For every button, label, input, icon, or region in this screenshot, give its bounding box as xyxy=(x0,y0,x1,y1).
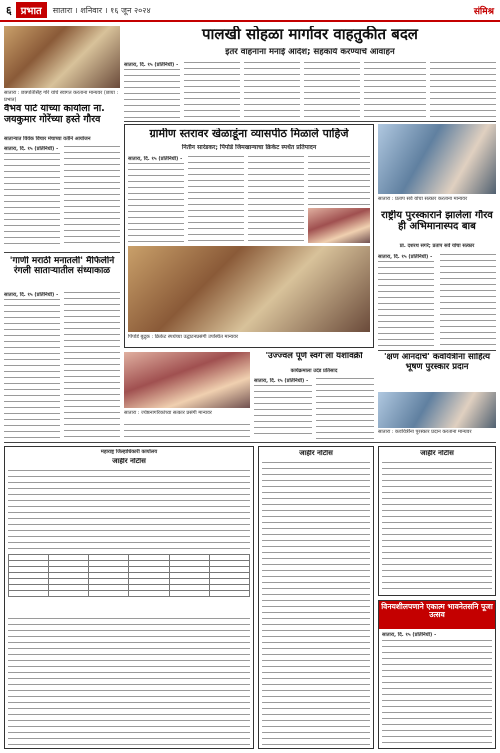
top-banner-subheadline: इतर वाहनांना मनाई आदेश; सहकार्य करण्याचे आवाहन xyxy=(225,48,395,57)
left-story-dateline: सातारा, दि. १५ (प्रतिनिधी) - xyxy=(4,146,59,152)
left-story-body-col1 xyxy=(4,153,60,248)
right-story-dateline: सातारा, दि. १५ (प्रतिनिधी) - xyxy=(378,254,433,260)
notice-right-body xyxy=(382,462,492,592)
middle-story-subheadline: नितीन सारंडकर; पिंपोडे जिमखान्याचा क्रिकेट स्पर्धेत प्रतिपादन xyxy=(181,144,317,151)
right-story-body-col2 xyxy=(440,254,496,348)
side-news-body xyxy=(382,640,492,745)
top-banner-body-col2 xyxy=(184,62,240,119)
center-story2-photo xyxy=(124,352,250,408)
right-story2-headline: 'क्षण आनंदाचे' कवयित्रींना साहित्य भूषण पुरस्कार प्रदान xyxy=(383,353,491,372)
left-story2-body-col1 xyxy=(4,299,60,439)
right-story2-caption: सातारा : कवयित्रींना पुरस्कार प्रदान करताना मान्यवर xyxy=(378,429,472,435)
middle-story-body-col2 xyxy=(188,156,244,243)
right-story-body-col1 xyxy=(378,261,434,348)
left-story-subheadline: साताऱ्यात विवेक विचार मंचाच्या वतीने आयोजन xyxy=(4,136,91,142)
top-banner-body-col5 xyxy=(364,62,426,119)
section-name: संमिश्र xyxy=(473,6,494,17)
divider xyxy=(4,442,496,443)
left-story-caption: सातारा : छत्रपतिसिंह गोरे यांचे स्वागत करताना मान्यवर (छाया : प्रभात) xyxy=(4,90,119,102)
center-story2-caption: सातारा : ज्येष्ठनागरिकांच्या सत्कार प्रसंगी मान्यवर xyxy=(124,410,212,416)
notice-center-heading: जाहीर नोटीस xyxy=(299,450,333,457)
notice-left-title: महाराष्ट्र जिल्हाधिकारी कार्यालय xyxy=(100,449,158,455)
left-story2-body-col2 xyxy=(64,292,120,439)
left-story-headline: वैभव पाटे यांच्या कार्याला ना. जयकुमार गोरेंच्या हस्ते गौरव xyxy=(4,104,105,125)
middle-story-photo-small xyxy=(308,208,370,243)
divider xyxy=(124,121,496,122)
middle-story-photo xyxy=(128,246,370,332)
notice-right-heading: जाहीर नोटीस xyxy=(420,450,454,457)
top-banner-headline: पालखी सोहळा मार्गावर वाहतुकीत बदल xyxy=(202,26,418,43)
right-story-photo xyxy=(378,124,496,194)
issue-date: सातारा । शनिवार । १६ जून २०२४ xyxy=(52,5,151,15)
middle-story-dateline: सातारा, दि. १५ (प्रतिनिधी) - xyxy=(128,156,183,162)
center-story2-body-col3 xyxy=(124,424,250,439)
notice-left-body xyxy=(8,470,250,550)
left-story-photo xyxy=(4,26,120,88)
middle-story-body-col4 xyxy=(308,156,370,206)
center-story2-subheadline: कार्यक्रमाला उदंड प्रतिसाद xyxy=(290,368,338,374)
right-story-byline: प्रा. दशरथ सगरे; प्रताप सर्व यांचा सत्कार xyxy=(399,243,475,249)
side-news-dateline: सातारा, दि. १५ (प्रतिनिधी) - xyxy=(382,632,437,638)
center-story2-headline: 'उज्ज्वल पूर्ण स्वर्ग'ला यशावक्री xyxy=(265,352,363,361)
left-story2-headline: 'गाणी मराठी मनातली' मैफिलीने रंगली साताऱ्यातील संध्याकाळ xyxy=(9,256,115,277)
center-story2-body-col2 xyxy=(316,378,374,439)
notice-center-body xyxy=(262,462,370,745)
notice-left-table xyxy=(8,554,250,614)
center-story2-body-col1 xyxy=(254,385,312,439)
top-banner-body-col1 xyxy=(124,69,180,119)
right-story2-photo xyxy=(378,392,496,428)
top-banner-body-col4 xyxy=(304,62,360,119)
notice-left-body2 xyxy=(8,618,250,745)
right-story-headline: राष्ट्रीय पुरस्काराने झालेला गौरव ही अभिमानास्पद बाब xyxy=(381,210,493,233)
page-number: ६ xyxy=(6,3,12,17)
center-story2-dateline: सातारा, दि. १५ (प्रतिनिधी) - xyxy=(254,378,309,384)
left-story2-dateline: सातारा, दि. १५ (प्रतिनिधी) - xyxy=(4,292,59,298)
middle-story-headline: ग्रामीण स्तरावर खेळाडूंना व्यासपीठ मिळाले पाहिजे xyxy=(149,128,349,140)
newspaper-logo: प्रभात xyxy=(16,2,47,18)
top-banner-dateline: सातारा, दि. १५ (प्रतिनिधी) - xyxy=(124,62,179,68)
divider xyxy=(378,350,496,351)
right-story-caption: सातारा : प्रताप सर्व यांचा सत्कार करताना मान्यवर xyxy=(378,196,468,202)
top-banner-body-col3 xyxy=(244,62,300,119)
middle-story-body-col1 xyxy=(128,163,184,243)
top-banner-body-col6 xyxy=(430,62,496,119)
masthead xyxy=(0,0,500,22)
notice-left-heading: जाहीर नोटीस xyxy=(112,458,146,465)
left-story-body-col2 xyxy=(64,146,120,248)
side-news-headline: विनयशीलपणाने एकात्म भावनेतसनि पूजा उत्सव xyxy=(379,601,495,629)
middle-story-body-col3 xyxy=(248,156,304,243)
middle-story-caption: पिंपोडे बुद्रुक : क्रिकेट स्पर्धेच्या उद्घाटनप्रसंगी उपस्थित मान्यवर xyxy=(128,334,239,340)
divider xyxy=(4,252,120,253)
